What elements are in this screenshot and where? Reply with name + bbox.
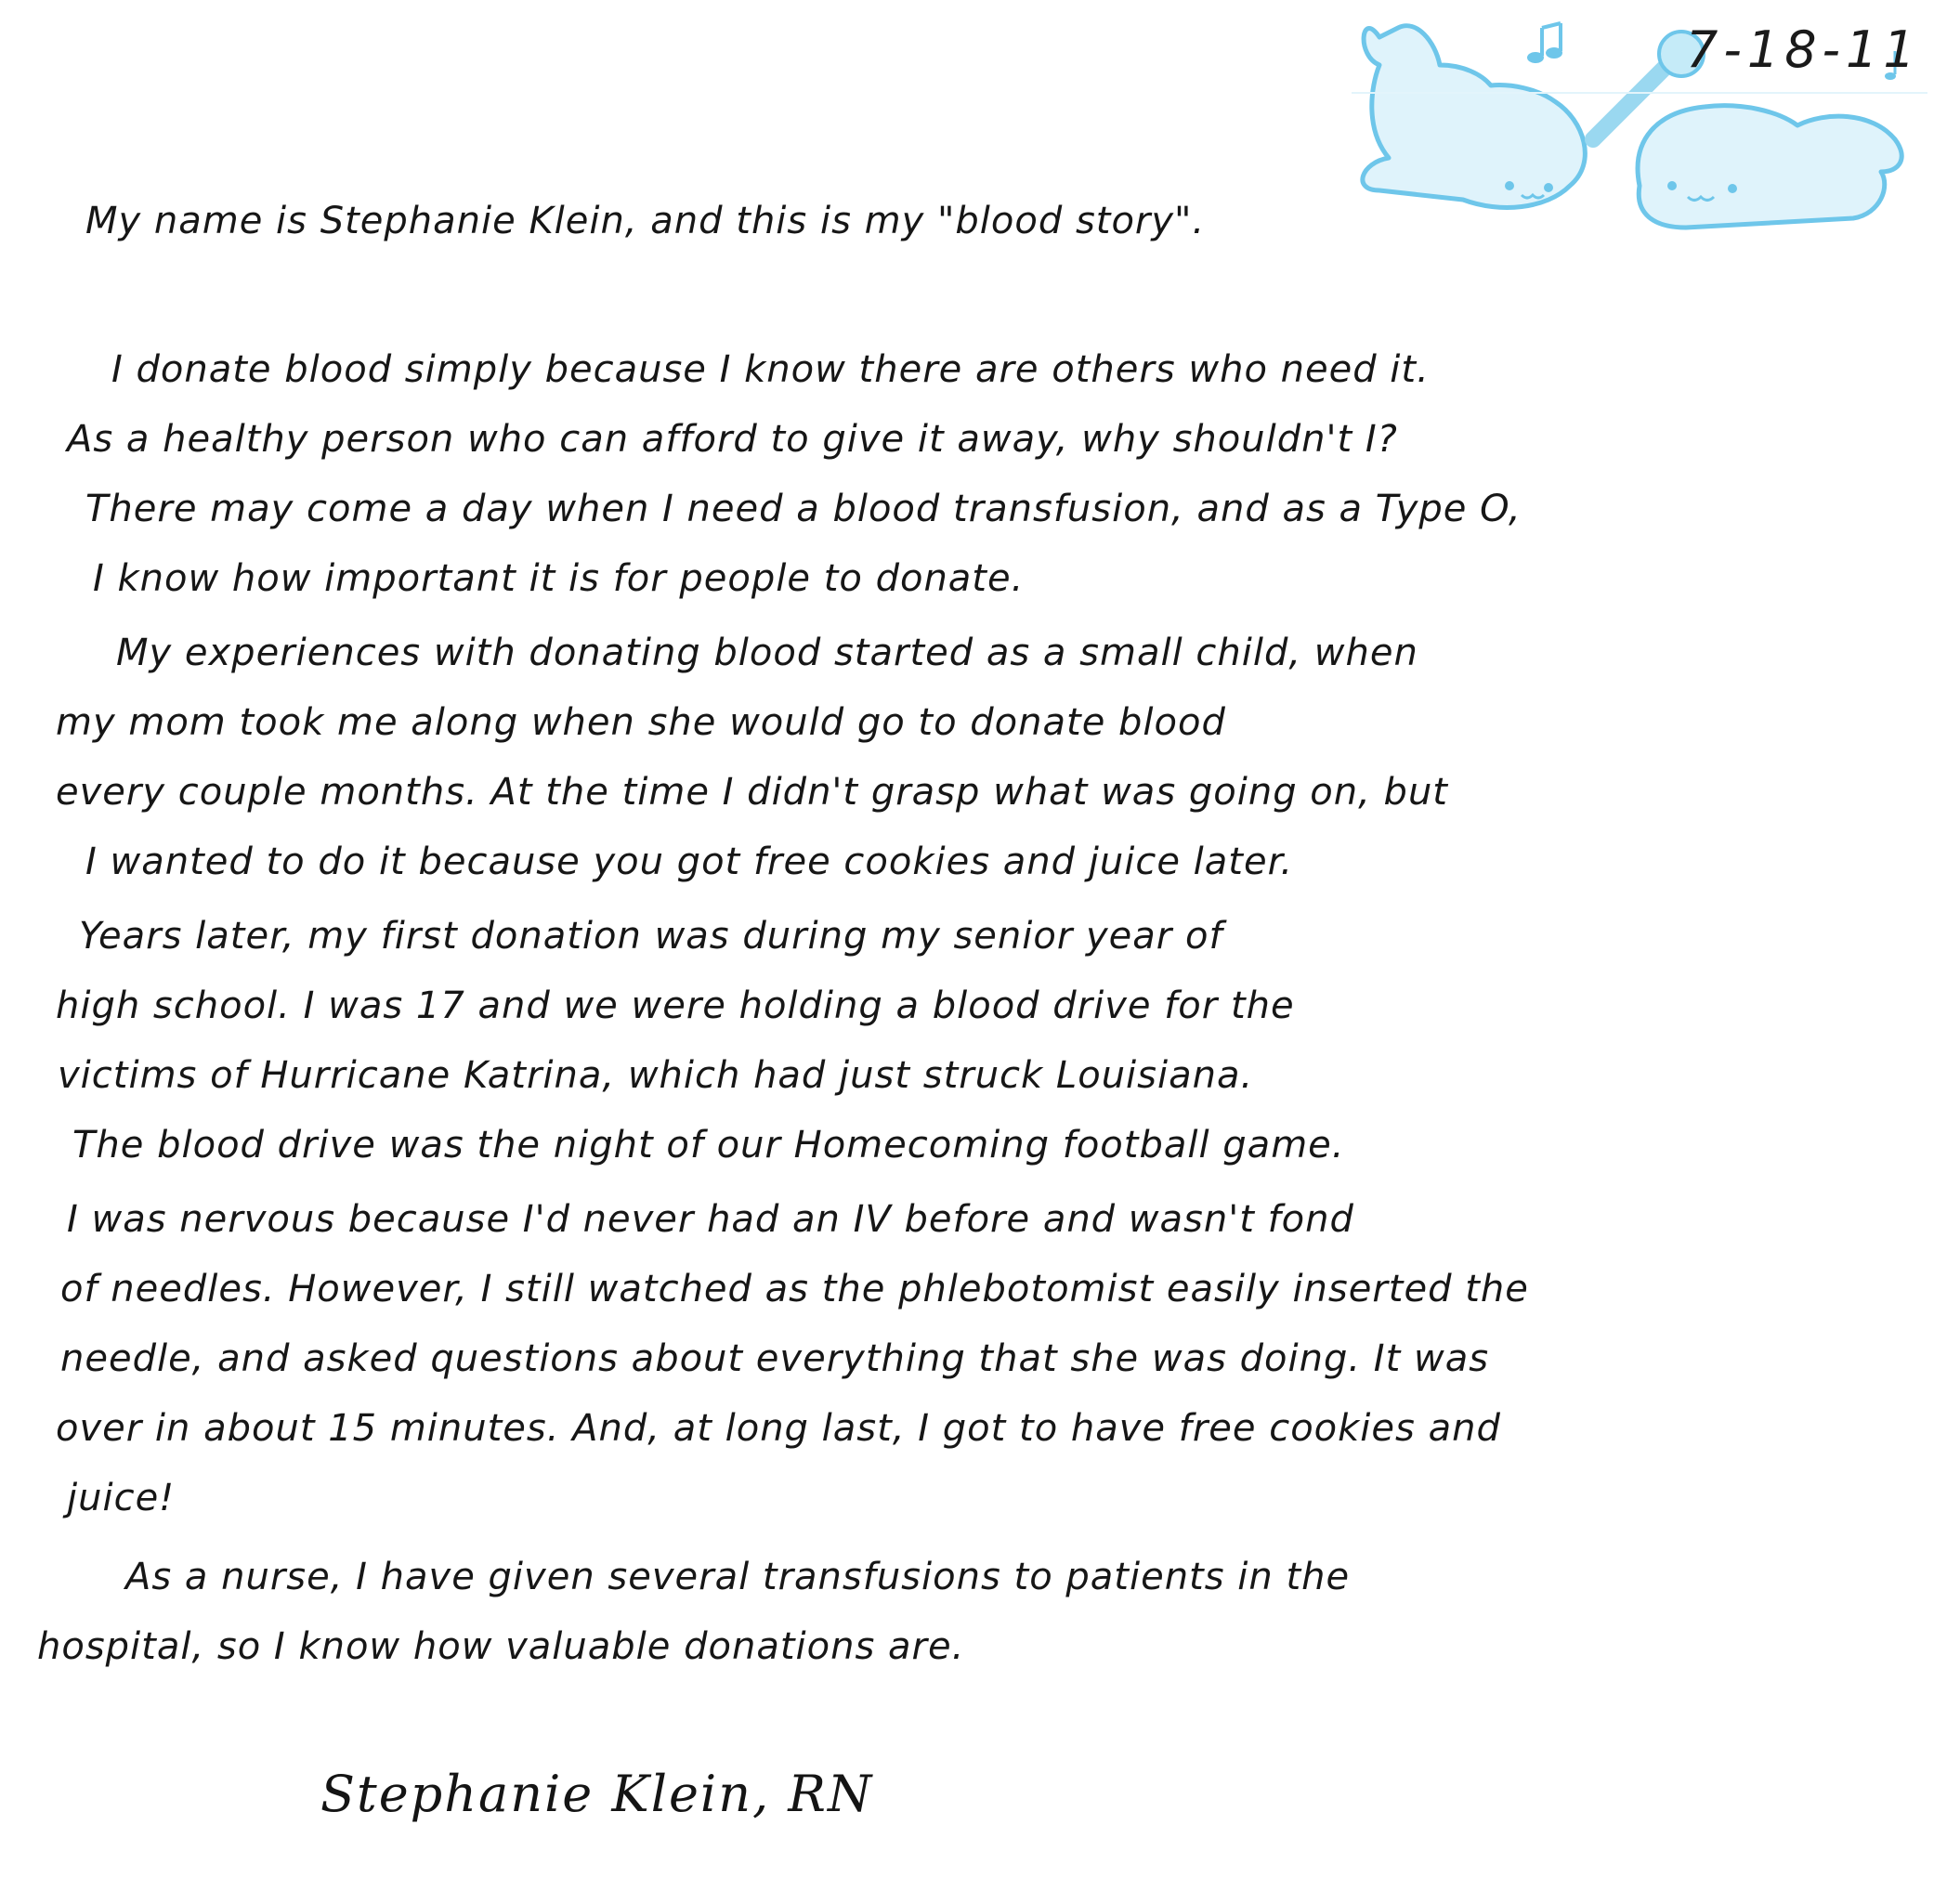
letter-line: My experiences with donating blood started as a small child, when [116,632,1418,674]
letter-line: Years later, my first donation was during my senior year of [79,915,1223,958]
letter-line: As a healthy person who can afford to give it away, why shouldn't I? [67,418,1398,461]
letter-line: hospital, so I know how valuable donations are. [37,1625,965,1668]
letter-line: I wanted to do it because you got free cookies and juice later. [85,841,1294,883]
signature: Stephanie Klein, RN [320,1765,874,1823]
letter-line: of needles. However, I still watched as the phlebotomist easily inserted the [60,1268,1529,1310]
letter-line: I was nervous because I'd never had an IV before and wasn't fond [67,1198,1354,1241]
letter-line: I know how important it is for people to donate. [93,557,1025,600]
letter-line: victims of Hurricane Katrina, which had just struck Louisiana. [58,1054,1254,1097]
letter-line: my mom took me along when she would go to donate blood [56,701,1226,744]
letter-line: I donate blood simply because I know there are others who need it. [111,348,1430,391]
letter-line: There may come a day when I need a blood transfusion, and as a Type O, [85,488,1522,530]
letter-line: every couple months. At the time I didn't grasp what was going on, but [56,771,1448,814]
letter-line: As a nurse, I have given several transfusions to patients in the [125,1556,1351,1598]
letter-line: needle, and asked questions about everything that she was doing. It was [60,1337,1490,1380]
letter-line: My name is Stephanie Klein, and this is my "blood story". [85,200,1206,242]
letter-line: juice! [67,1477,176,1519]
letter-line: high school. I was 17 and we were holding a blood drive for the [56,984,1295,1027]
letter-line: over in about 15 minutes. And, at long last, I got to have free cookies and [56,1407,1501,1450]
letter-date: 7-18-11 [1686,20,1921,79]
seal-right-icon [1638,106,1901,228]
letter-line: The blood drive was the night of our Homecoming football game. [72,1124,1345,1167]
